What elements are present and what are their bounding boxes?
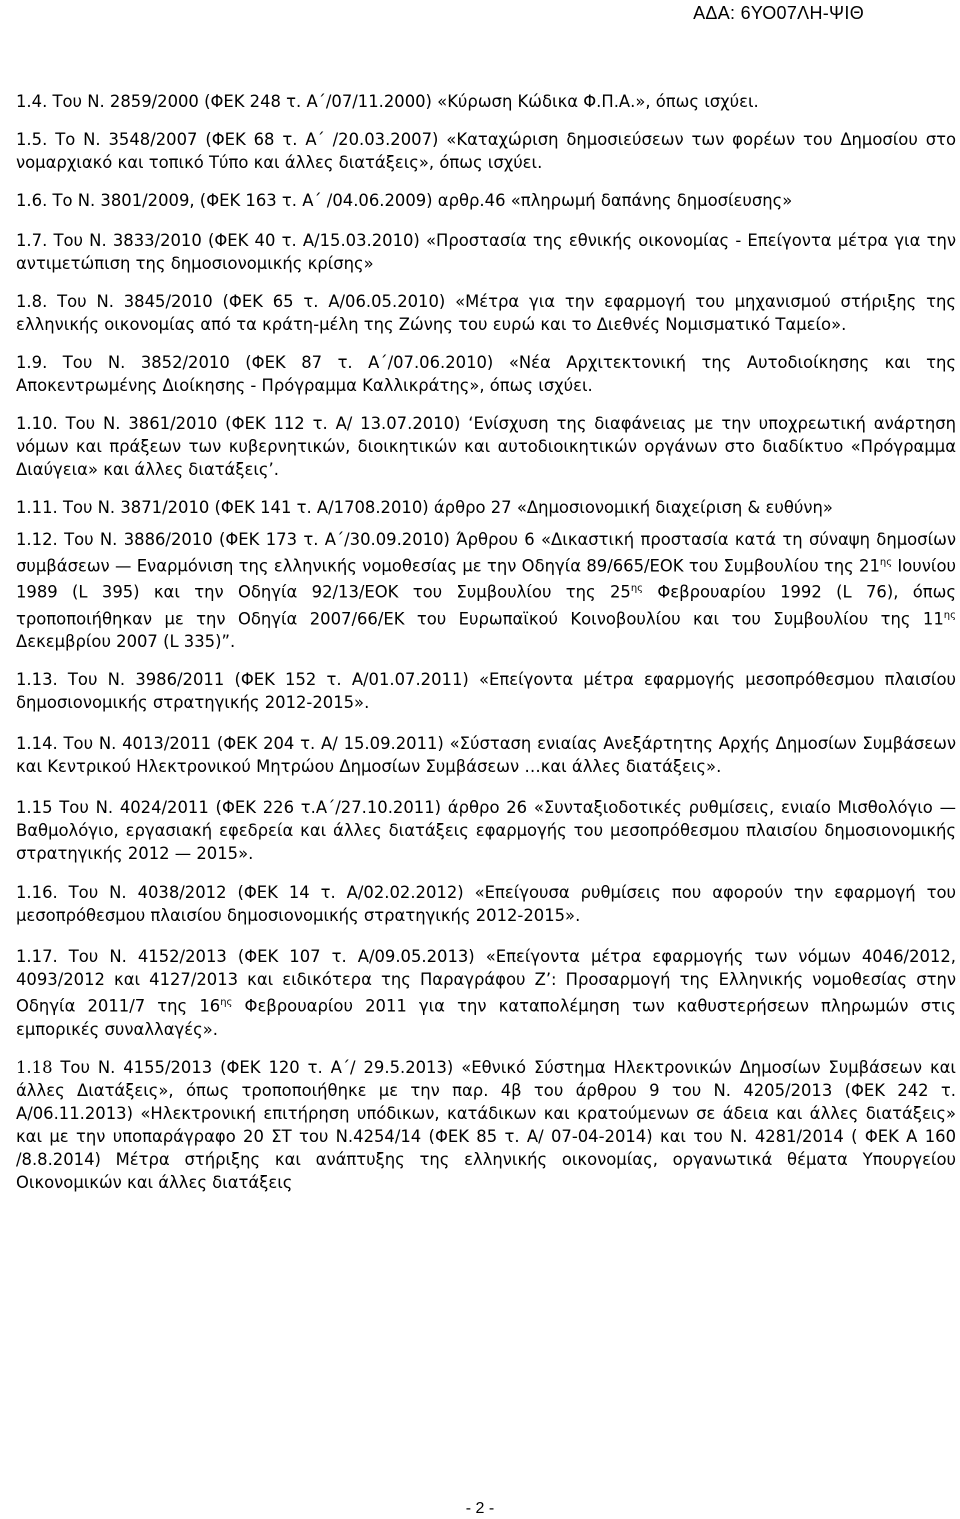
- ada-header: ΑΔΑ: 6ΥΟ07ΛΗ-ΨΙΘ: [693, 3, 864, 23]
- item-text: Του Ν. 4024/2011 (ΦΕΚ 226 τ.Α΄/27.10.2011) άρθρο 26 «Συνταξιοδοτικές ρυθμίσεις, ενιαίο Μισθολόγιο — Βαθμολόγιο, εργασιακή εφεδρεία και άλλες διατάξεις εφαρμογής του μεσοπρόθεσμου πλαισίου δημοσιονομικής στρατηγικής 2012 — 2015».: [16, 798, 956, 864]
- item-number: 1.5.: [16, 130, 48, 149]
- list-item: [16, 528, 956, 653]
- list-item: [16, 796, 956, 865]
- item-text: Του Ν. 4038/2012 (ΦΕΚ 14 τ. Α/02.02.2012) «Επείγουσα ρυθμίσεις που αφορούν την εφαρμογή του μεσοπρόθεσμου πλαισίου δημοσιονομικής στρατηγικής 2012-2015».: [16, 883, 956, 926]
- item-number: 1.16.: [16, 883, 58, 903]
- item-number: 1.13.: [16, 670, 58, 690]
- item-text: Του Ν. 3986/2011 (ΦΕΚ 152 τ. Α/01.07.2011) «Επείγοντα μέτρα εφαρμογής μεσοπρόθεσμου πλαισίου δημοσιονομικής στρατηγικής 2012-2015».: [16, 670, 956, 713]
- item-text: Του Ν. 4152/2013 (ΦΕΚ 107 τ. Α/09.05.2013) «Επείγοντα μέτρα εφαρμογής των νόμων 4046/2012, 4093/2012 και 4127/2013 και ειδικότερα της Παραγράφου Ζ’: Προσαρμογή της Ελληνικής νομοθεσίας στην Οδηγία 2011/7 της 16: [16, 947, 956, 1016]
- item-text: Του Ν. 3852/2010 (ΦΕΚ 87 τ. Α΄/07.06.2010) «Νέα Αρχιτεκτονική της Αυτοδιοίκησης και της Αποκεντρωμένης Διοίκησης - Πρόγραμμα Καλλικράτης», όπως ισχύει.: [16, 353, 956, 395]
- item-text: Του Ν. 3861/2010 (ΦΕΚ 112 τ. Α/ 13.07.2010) ‘Ενίσχυση της διαφάνειας με την υποχρεωτική ανάρτηση νόμων και πράξεων των κυβερνητικών, διοικητικών και αυτοδιοικητικών οργάνων στο διαδίκτυο «Πρόγραμμα Διαύγεια» και άλλες διατάξεις’.: [16, 414, 956, 479]
- page-number: - 2 -: [465, 1500, 495, 1517]
- item-text: Το Ν. 3548/2007 (ΦΕΚ 68 τ. Α΄ /20.03.2007) «Καταχώριση δημοσιεύσεων των φορέων του Δημοσίου στο νομαρχιακό και τοπικό Τύπο και άλλες διατάξεις», όπως ισχύει.: [16, 130, 957, 172]
- item-number: 1.6.: [16, 191, 48, 210]
- list-item: [16, 1056, 956, 1194]
- item-text: Του Ν. 3871/2010 (ΦΕΚ 141 τ. Α/1708.2010) άρθρο 27 «Δημοσιονομική διαχείριση & ευθύνη»: [62, 498, 833, 517]
- item-number: 1.8.: [16, 292, 48, 311]
- superscript: ης: [220, 997, 233, 1009]
- superscript: ης: [879, 557, 893, 568]
- item-text: Του Ν. 3886/2010 (ΦΕΚ 173 τ. Α΄/30.09.2010) Άρθρου 6 «Δικαστική προστασία κατά τη σύναψη δημοσίων συμβάσεων — Εναρμόνιση της ελληνικής νομοθεσίας με την Οδηγία 89/665/ΕΟΚ του Συμβουλίου της 21: [16, 530, 956, 576]
- item-number: 1.12.: [16, 530, 58, 549]
- item-number: 1.10.: [16, 414, 58, 433]
- list-item: [16, 189, 956, 212]
- superscript: ης: [630, 583, 644, 595]
- item-text: Του Ν. 3833/2010 (ΦΕΚ 40 τ. Α/15.03.2010) «Προστασία της εθνικής οικονομίας - Επείγοντα μέτρα για την αντιμετώπιση της δημοσιονομικής κρίσης»: [16, 231, 956, 273]
- list-item: [16, 881, 956, 927]
- item-number: 1.14.: [16, 734, 58, 754]
- list-item: [16, 351, 956, 397]
- list-item: [16, 90, 956, 113]
- list-item: [16, 290, 956, 336]
- list-item: [16, 668, 956, 714]
- item-text: Ιουνίου 1989 (L 395) και την Οδηγία 92/13/ΕΟΚ του Συμβουλίου της 25: [16, 556, 956, 602]
- item-text: Το Ν. 3801/2009, (ΦΕΚ 163 τ. Α΄ /04.06.2009) αρθρ.46 «πληρωμή δαπάνης δημοσίευσης»: [52, 191, 793, 210]
- superscript: ης: [943, 609, 956, 621]
- item-number: 1.9.: [16, 353, 48, 372]
- list-item: [16, 229, 956, 275]
- item-text: Δεκεμβρίου 2007 (L 335)”.: [16, 632, 236, 652]
- list-item: [16, 945, 956, 1040]
- list-item: [16, 732, 956, 778]
- item-number: 1.11.: [16, 498, 58, 517]
- item-number: 1.18: [16, 1057, 53, 1077]
- item-number: 1.4.: [16, 92, 48, 111]
- item-text: Του Ν. 2859/2000 (ΦΕΚ 248 τ. Α΄/07/11.2000) «Κύρωση Κώδικα Φ.Π.Α.», όπως ισχύει.: [52, 92, 759, 111]
- item-number: 1.15: [16, 798, 53, 818]
- list-item: [16, 496, 956, 519]
- item-text: Του Ν. 3845/2010 (ΦΕΚ 65 τ. Α/06.05.2010) «Μέτρα για την εφαρμογή του μηχανισμού στήριξης της ελληνικής οικονομίας από τα κράτη-μέλη της Ζώνης του ευρώ και το Διεθνές Νομισματικό Ταμείο».: [16, 292, 956, 334]
- item-text: Φεβρουαρίου 1992 (L 76), όπως τροποποιήθηκαν με την Οδηγία 2007/66/ΕΚ του Ευρωπαϊκού Κοινοβουλίου και του Συμβουλίου της 11: [16, 582, 956, 629]
- item-text: Φεβρουαρίου 2011 για την καταπολέμηση των καθυστερήσεων πληρωμών στις εμπορικές συναλλαγές».: [16, 996, 956, 1039]
- item-number: 1.7.: [16, 231, 48, 250]
- item-text: Του Ν. 4013/2011 (ΦΕΚ 204 τ. Α/ 15.09.2011) «Σύσταση ενιαίας Ανεξάρτητης Αρχής Δημοσίων Συμβάσεων και Κεντρικού Ηλεκτρονικού Μητρώου Δημοσίων Συμβάσεων …και άλλες διατάξεις».: [16, 734, 956, 777]
- item-number: 1.17.: [16, 947, 58, 967]
- document-body: [16, 90, 956, 1194]
- list-item: [16, 412, 956, 481]
- list-item: [16, 128, 956, 174]
- item-text: Του Ν. 4155/2013 (ΦΕΚ 120 τ. Α΄/ 29.5.2013) «Εθνικό Σύστημα Ηλεκτρονικών Δημοσίων Συμβάσεων και άλλες Διατάξεις», όπως τροποποιήθηκε με την παρ. 4β του άρθρου 9 του Ν. 4205/2013 (ΦΕΚ 242 τ. Α/06.11.2013) «Ηλεκτρονική επιτήρηση υπόδικων, κατάδικων και κρατούμενων σε άδεια και άλλες διατάξεις» και με την υποπαράγραφο 20 ΣΤ του Ν.4254/14 (ΦΕΚ 85 τ. Α/ 07-04-2014) και του Ν. 4281/2014 ( ΦΕΚ Α 160 /8.8.2014) Μέτρα στήριξης και ανάπτυξης της ελληνικής οικονομίας, οργανωτικά θέματα Υπουργείου Οικονομικών και άλλες διατάξεις: [16, 1057, 956, 1192]
